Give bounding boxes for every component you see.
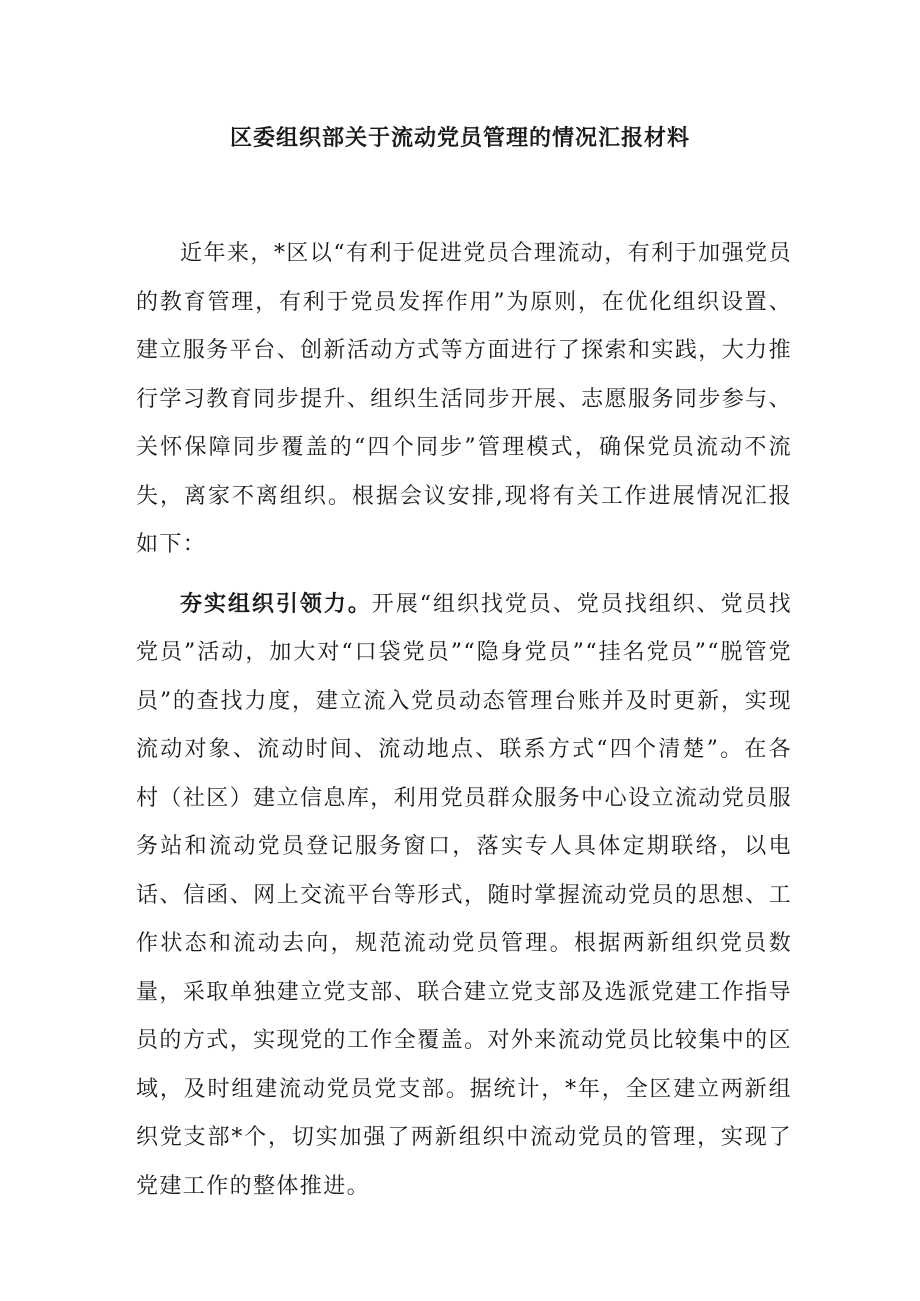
intro-paragraph-text: 近年来，*区以“有利于促进党员合理流动，有利于加强党员的教育管理，有利于党员发挥作用”为原则，在优化组织设置、建立服务平台、创新活动方式等方面进行了探索和实践，大力推行学习教育同步提升、组织生活同步开展、志愿服务同步参与、关怀保障同步覆盖的“四个同步”管理模式，确保党员流动不流失，离家不离组织。根据会议安排,现将有关工作进展情况汇报如下： <box>136 241 792 557</box>
section-lead-heading: 夯实组织引领力。 <box>180 590 372 617</box>
document-title: 区委组织部关于流动党员管理的情况汇报材料 <box>229 125 690 151</box>
intro-paragraph <box>136 230 792 570</box>
section-paragraph-text: 开展“组织找党员、党员找组织、党员找党员”活动，加大对“口袋党员”“隐身党员”“挂名党员”“脱管党员”的查找力度，建立流入党员动态管理台账并及时更新，实现流动对象、流动时间、流动地点、联系方式“四个清楚”。在各村（社区）建立信息库，利用党员群众服务中心设立流动党员服务站和流动党员登记服务窗口，落实专人具体定期联络，以电话、信函、网上交流平台等形式，随时掌握流动党员的思想、工作状态和流动去向，规范流动党员管理。根据两新组织党员数量，采取单独建立党支部、联合建立党支部及选派党建工作指导员的方式，实现党的工作全覆盖。对外来流动党员比较集中的区域，及时组建流动党员党支部。据统计，*年，全区建立两新组织党支部*个，切实加强了两新组织中流动党员的管理，实现了党建工作的整体推进。 <box>136 591 792 1199</box>
section-paragraph <box>136 580 792 1212</box>
document-body <box>136 230 792 1211</box>
